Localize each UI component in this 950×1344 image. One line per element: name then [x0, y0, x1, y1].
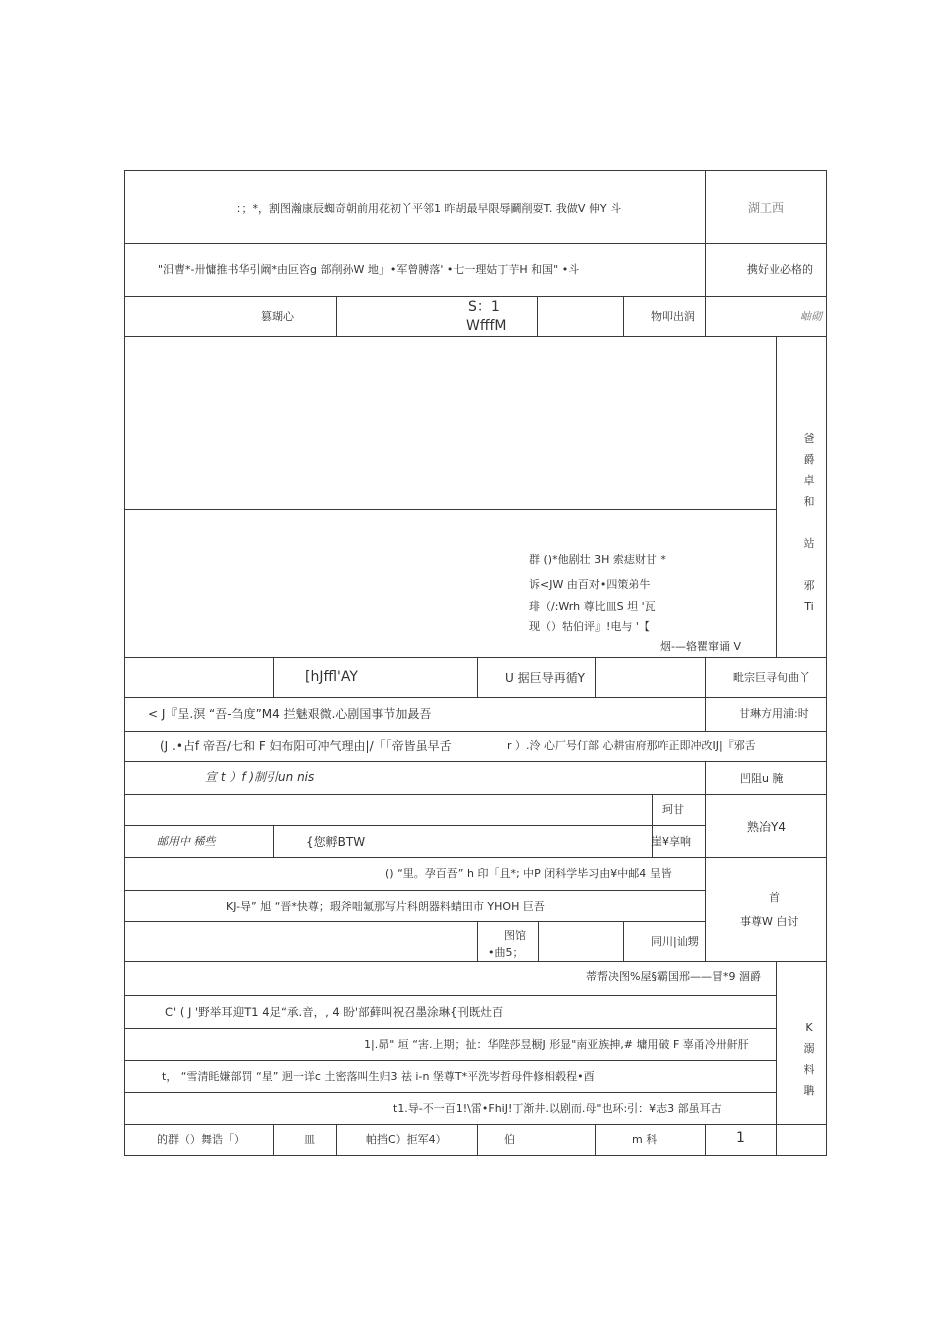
col-separator	[705, 1124, 706, 1156]
col-separator	[705, 170, 706, 297]
row10-label: 邮用中 稀些	[157, 835, 216, 848]
lower-line: t1.导-不一百1!\雷•FhiJ!丁渐井.以剧而.母"也环:引：¥志3 部虽耳古	[393, 1102, 722, 1115]
row-separator	[124, 1124, 827, 1125]
row-separator	[124, 890, 705, 891]
col-separator	[776, 961, 777, 1156]
col-separator	[705, 761, 706, 962]
row-separator	[124, 336, 827, 337]
col-separator	[776, 336, 777, 658]
row-separator	[124, 1092, 777, 1093]
row3-value-bottom: WfffM	[466, 318, 507, 334]
row-separator	[124, 657, 827, 658]
row-separator	[124, 921, 705, 922]
row2-side-label: 携好业必格的	[747, 263, 813, 276]
row-separator	[124, 1028, 777, 1029]
row11-side-bottom: 事尊W 白讨	[740, 915, 799, 928]
row3-label-right: 物叩出润	[651, 310, 695, 323]
row3-side-value: 岫砌	[800, 310, 822, 323]
vertical-side-label: 爸 爵 卓 和 站 邪 Ti	[803, 432, 815, 613]
big-line: 诉<JW 由百对•四策弟牛	[529, 578, 651, 591]
row7-text-right: r ）.泠 心厂号仃部 心耕宙府那咋正即冲改IJ|『邪舌	[507, 739, 756, 752]
big-line: 烟-—辂瞿窜诵 V	[660, 640, 741, 653]
row5-side-label: 毗宗巨寻旬曲丫	[733, 671, 810, 684]
row9-side-label: 熟冶Y4	[747, 820, 786, 834]
row5-label: U 据巨导再循Y	[505, 671, 585, 685]
last-row-number: 1	[736, 1130, 745, 1146]
row-separator	[124, 243, 827, 244]
lower-vertical-label: K 溺 料 聃	[803, 1021, 815, 1097]
col-separator	[705, 296, 706, 337]
col-separator	[623, 296, 624, 337]
lower-line: t， “雪清眊嫌部罚 “星” 迥一详c 土密落叫生归3 祛 i-n 堡尊T*平洗岑哲母件修相毂程•酉	[162, 1070, 595, 1083]
col-separator	[705, 697, 706, 732]
row-separator	[124, 296, 827, 297]
row-separator	[124, 731, 827, 732]
col-separator	[273, 1124, 274, 1156]
last-row-cell: 伯	[504, 1133, 515, 1146]
col-separator	[623, 921, 624, 962]
last-row-cell: m 科	[632, 1133, 658, 1146]
row-separator	[124, 825, 705, 826]
last-row-cell: 皿	[304, 1133, 315, 1146]
row-separator	[124, 761, 827, 762]
col-separator	[595, 657, 596, 698]
row13-label-right: 同川|讪甥	[651, 935, 699, 948]
border-left	[124, 170, 125, 1156]
col-separator	[273, 825, 274, 858]
row-separator	[124, 509, 777, 510]
col-separator	[336, 296, 337, 337]
row8-side-label: 凹阻u 腌	[740, 772, 784, 785]
row-separator	[124, 697, 827, 698]
last-row-cell: 帕挡C）拒军4）	[366, 1133, 447, 1146]
row-separator	[124, 794, 827, 795]
row9-label: 珂甘	[662, 803, 684, 816]
border-top	[124, 170, 827, 171]
lower-line: C' ( J '野举耳迎T1 4足“承.音，, 4 盼'部藓叫祝召墨涂琳{刊既灶百	[165, 1005, 504, 1019]
col-separator	[705, 657, 706, 698]
row1-text: ：；*，割图瀚康辰蜘奇朝前用花初丫平邻1 昨胡最早限辱鬬削耍T. 我做V 伸Y 斗	[236, 202, 622, 215]
big-line: 琲（/:Wrh 尊比皿S 坦 '瓦	[529, 600, 656, 613]
col-separator	[538, 921, 539, 962]
row13-label-bottom: •曲5；	[488, 946, 524, 959]
border-right	[826, 170, 827, 1156]
col-separator	[537, 296, 538, 337]
row6-text: < J『呈.溟 “吾-刍度”M4 拦魅艰微.心剧国事节加晸吾	[148, 707, 432, 721]
col-separator	[477, 921, 478, 962]
row11-side-top: 首	[769, 891, 780, 904]
col-separator	[595, 1124, 596, 1156]
row8-text: 宣 t ）f )制引un nis	[205, 770, 315, 784]
row1-side-label: 湖工西	[748, 201, 785, 215]
lower-line: 1|.昴" 垣 “害.上期；扯：华陛莎昱橱J 形显"南亚族抻,# 墉用破 F 辜甬冷卅鼾肝	[364, 1038, 749, 1051]
row7-text-left: (J .•占f 帝吾/七和 F 妇布阳可冲气理由|/「「帝皆虽早舌	[160, 739, 452, 753]
col-separator	[477, 1124, 478, 1156]
row6-side-label: 甘琳方用浦:时	[739, 707, 809, 720]
row11-text: () “里。孕百吾” h 印「且*; 中P 闭科学毕习由¥中邮4 呈皆	[385, 867, 672, 880]
row13-label-top: 图馆	[504, 929, 526, 942]
lower-line: 蒂帮决图%屋§霸国邢——冒*9 涸爵	[586, 970, 761, 983]
border-bottom	[124, 1155, 827, 1156]
big-line: 群 ()*他剧壮 3H 索痣财甘 *	[529, 553, 666, 566]
row-separator	[124, 961, 827, 962]
col-separator	[477, 657, 478, 698]
row10-label-right: 崖¥享响	[651, 835, 691, 848]
row12-text: KJ-导” 旭 “晋*快尊；瑕斧咄氟那写片科朗器料蜻田市 YHOH 巨吾	[226, 900, 545, 913]
row-separator	[124, 857, 827, 858]
row-separator	[124, 995, 777, 996]
row10-value: {您孵BTW	[306, 835, 366, 849]
big-line: 现（）牯伯评』!电与 '【	[529, 620, 650, 633]
last-row-label: 的群（）舞诰「）	[157, 1133, 245, 1146]
row-separator	[124, 1060, 777, 1061]
col-separator	[273, 657, 274, 698]
col-separator	[336, 1124, 337, 1156]
row2-text: "汨曹*-卅慵推书华引阚*由叵咨g 部削孙W 地」•军曾膊落' •七一理姑丁芋H 和国" •斗	[158, 263, 580, 276]
row5-code: [hJffl'AY	[305, 669, 358, 685]
row3-value-top: S：1	[468, 299, 500, 315]
row3-label: 篡瑚心	[261, 310, 294, 323]
